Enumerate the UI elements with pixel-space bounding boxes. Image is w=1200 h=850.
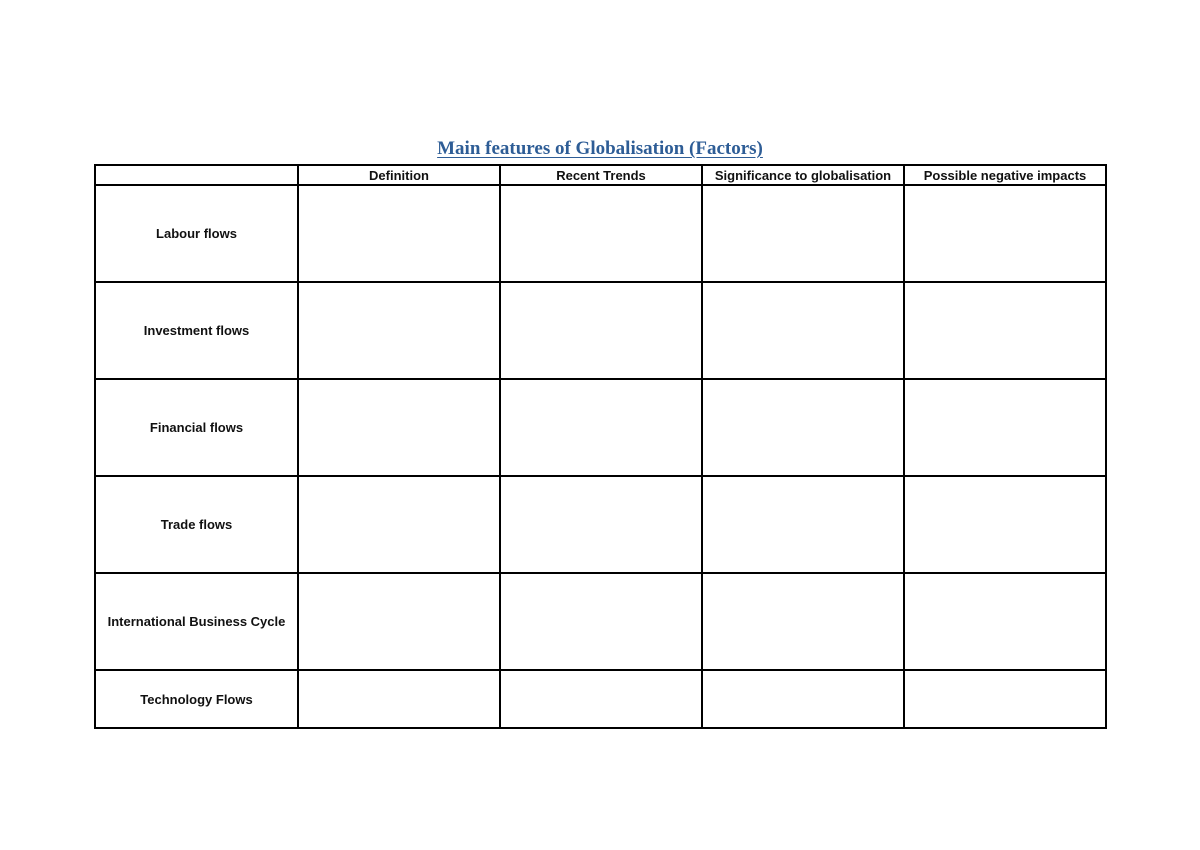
table-row: [95, 670, 1106, 728]
column-header-negative-impacts: Possible negative impacts: [904, 165, 1106, 185]
table-cell[interactable]: [702, 185, 904, 282]
table-cell[interactable]: [702, 573, 904, 670]
table-cell[interactable]: [298, 670, 500, 728]
table-cell[interactable]: [702, 476, 904, 573]
table-cell[interactable]: [702, 670, 904, 728]
table-cell[interactable]: [702, 379, 904, 476]
table-cell[interactable]: [500, 282, 702, 379]
table-cell[interactable]: [904, 670, 1106, 728]
table-cell[interactable]: [500, 185, 702, 282]
table-cell[interactable]: [904, 379, 1106, 476]
row-label-technology-flows: Technology Flows: [95, 670, 298, 728]
row-label-financial-flows: Financial flows: [95, 379, 298, 476]
table-cell[interactable]: [904, 573, 1106, 670]
table-cell[interactable]: [298, 282, 500, 379]
column-header-significance: Significance to globalisation: [702, 165, 904, 185]
table-row: [95, 282, 1106, 379]
header-row: [95, 165, 1106, 185]
column-header-definition: Definition: [298, 165, 500, 185]
row-label-investment-flows: Investment flows: [95, 282, 298, 379]
page-title: Main features of Globalisation (Factors): [437, 138, 763, 159]
table-cell[interactable]: [904, 282, 1106, 379]
column-header-recent-trends: Recent Trends: [500, 165, 702, 185]
table-cell[interactable]: [500, 379, 702, 476]
table-row: [95, 573, 1106, 670]
table-cell[interactable]: [500, 573, 702, 670]
table-cell[interactable]: [500, 670, 702, 728]
table-cell[interactable]: [702, 282, 904, 379]
table-cell[interactable]: [298, 476, 500, 573]
table-row: [95, 476, 1106, 573]
table-cell[interactable]: [298, 185, 500, 282]
factors-table: [94, 164, 1107, 729]
table-row: [95, 185, 1106, 282]
table-cell[interactable]: [500, 476, 702, 573]
table-cell[interactable]: [298, 573, 500, 670]
corner-cell: [95, 165, 298, 185]
table-cell[interactable]: [904, 476, 1106, 573]
row-label-labour-flows: Labour flows: [95, 185, 298, 282]
table-cell[interactable]: [904, 185, 1106, 282]
table-row: [95, 379, 1106, 476]
row-label-trade-flows: Trade flows: [95, 476, 298, 573]
table-cell[interactable]: [298, 379, 500, 476]
row-label-international-business-cycle: International Business Cycle: [95, 573, 298, 670]
